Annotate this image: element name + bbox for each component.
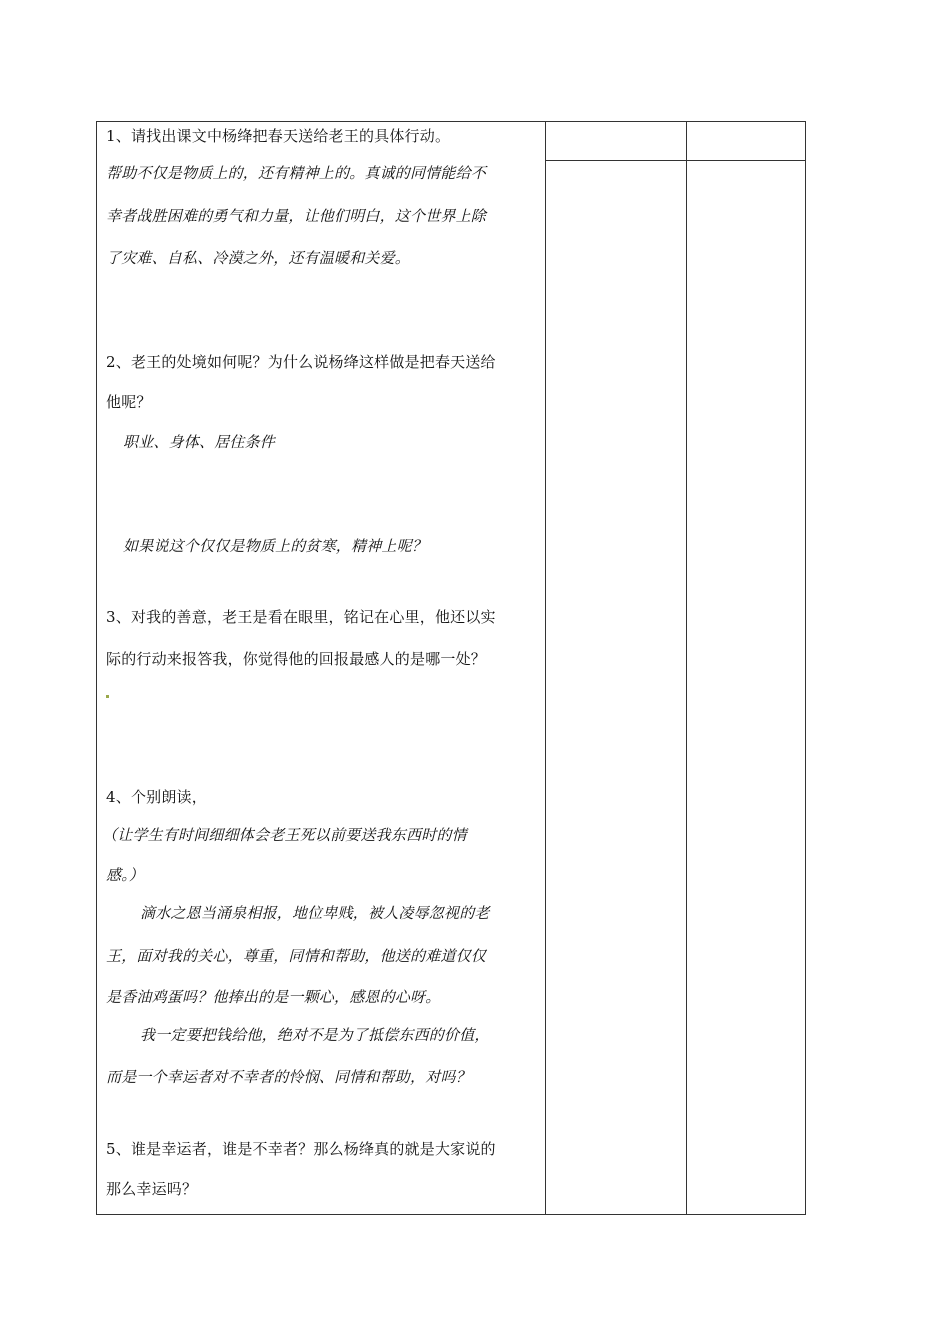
- stray-dot-mark: [105, 683, 110, 702]
- q2-followup: 如果说这个仅仅是物质上的贫寒，精神上呢？: [123, 537, 428, 555]
- q1-answer-line: 了灾难、自私、冷漠之外，还有温暖和关爱。: [106, 249, 411, 267]
- q4-note-line: 感。）: [106, 866, 145, 884]
- q4-para1-line: 滴水之恩当涌泉相报，地位卑贱，被人凌辱忽视的老: [140, 904, 490, 922]
- q5-title-line: 5、谁是幸运者，谁是不幸者？那么杨绛真的就是大家说的: [106, 1140, 496, 1158]
- row-divider: [545, 160, 805, 161]
- q4-note-line: （让学生有时间细细体会老王死以前要送我东西时的情: [102, 826, 467, 844]
- q3-title-line: 3、对我的善意，老王是看在眼里，铭记在心里，他还以实: [106, 608, 496, 626]
- lesson-table: [96, 121, 806, 1215]
- q2-hint: 职业、身体、居住条件: [123, 433, 276, 451]
- q1-answer-line: 帮助不仅是物质上的，还有精神上的。真诚的同情能给不: [106, 164, 487, 182]
- column-divider-2: [686, 122, 687, 1214]
- q1-answer-line: 幸者战胜困难的勇气和力量，让他们明白，这个世界上除: [106, 207, 487, 225]
- q5-title-line: 那么幸运吗？: [106, 1180, 198, 1198]
- q2-title-line: 2、老王的处境如何呢？为什么说杨绛这样做是把春天送给: [106, 353, 496, 371]
- q4-title: 4、个别朗读，: [106, 788, 207, 806]
- q2-title-line: 他呢？: [106, 393, 152, 411]
- q3-title-line: 际的行动来报答我，你觉得他的回报最感人的是哪一处？: [106, 650, 487, 668]
- column-divider-1: [545, 122, 546, 1214]
- q4-para1-line: 是香油鸡蛋吗？他捧出的是一颗心，感恩的心呀。: [106, 988, 441, 1006]
- q4-para1-line: 王，面对我的关心，尊重，同情和帮助，他送的难道仅仅: [106, 947, 487, 965]
- q4-para2-line: 我一定要把钱给他，绝对不是为了抵偿东西的价值，: [140, 1026, 490, 1044]
- q4-para2-line: 而是一个幸运者对不幸者的怜悯、同情和帮助，对吗？: [106, 1068, 471, 1086]
- q1-title: 1、请找出课文中杨绛把春天送给老王的具体行动。: [106, 127, 451, 145]
